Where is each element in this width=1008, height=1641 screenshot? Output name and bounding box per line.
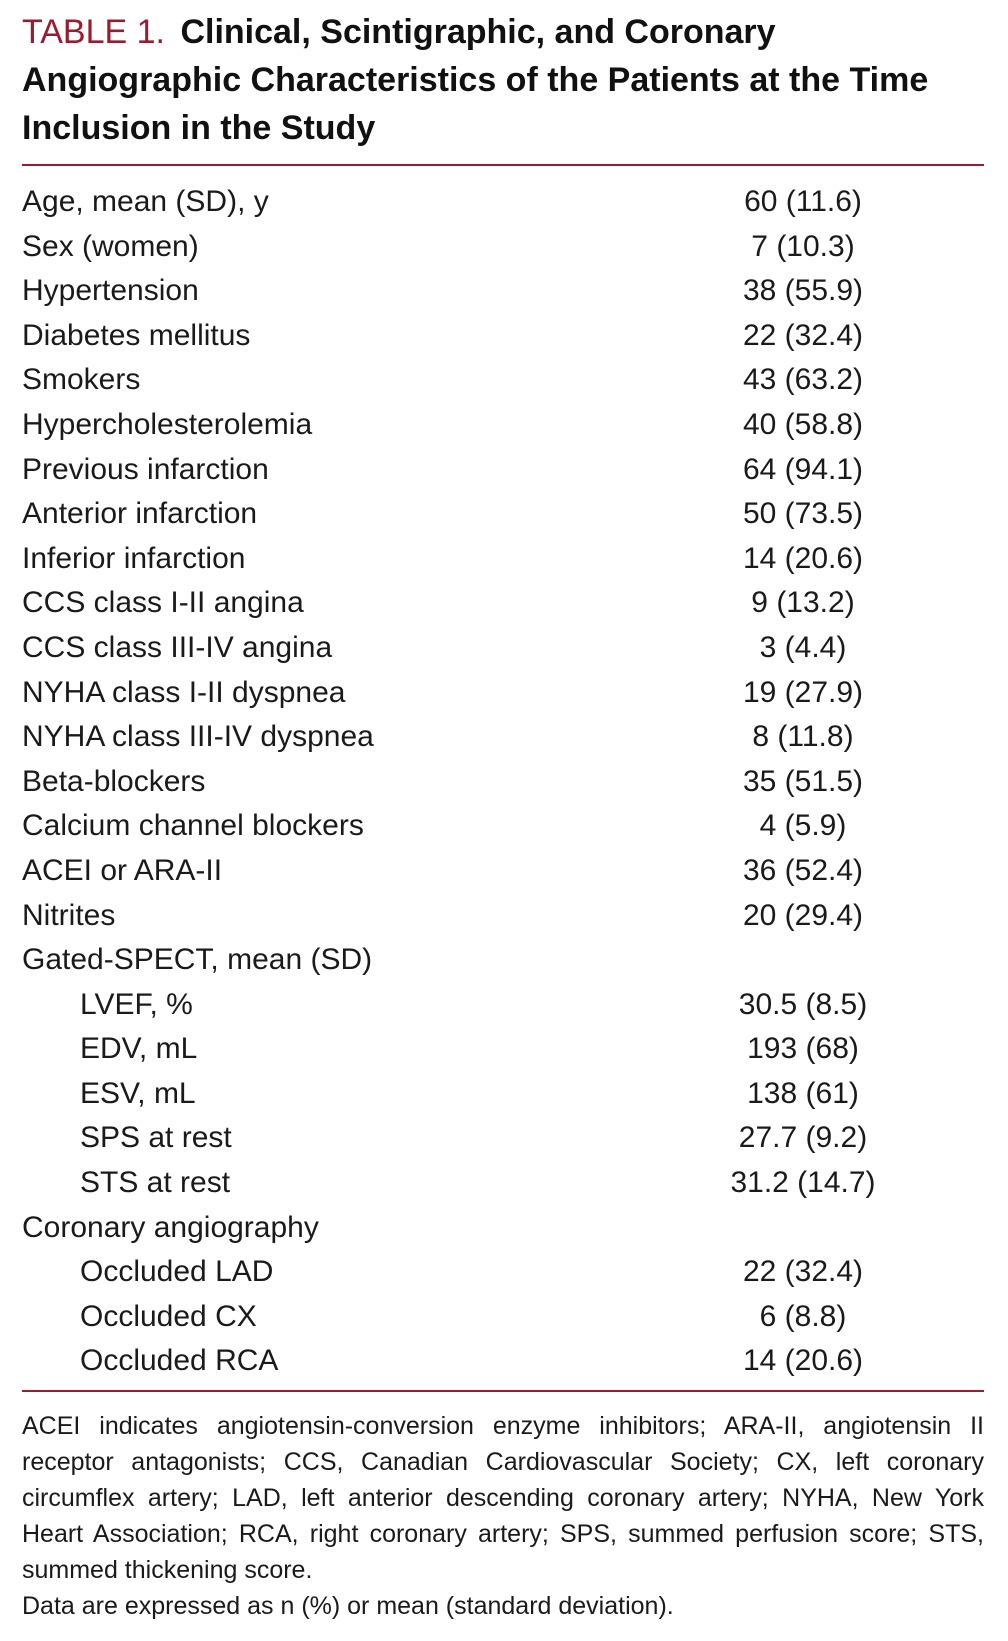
table-number: TABLE 1.	[22, 13, 165, 51]
row-label: NYHA class III-IV dyspnea	[22, 720, 374, 754]
row-label: ESV, mL	[80, 1076, 196, 1110]
table-row	[0, 715, 1008, 760]
table-row	[0, 1161, 1008, 1206]
table-row	[0, 225, 1008, 270]
row-label: Calcium channel blockers	[22, 809, 364, 843]
table-row	[0, 760, 1008, 805]
table-row	[0, 403, 1008, 448]
table-body	[0, 180, 1008, 1384]
table-row	[0, 358, 1008, 403]
row-value: 50 (73.5)	[742, 497, 864, 531]
section-label: Coronary angiography	[22, 1210, 319, 1244]
row-value: 43 (63.2)	[742, 363, 864, 397]
top-rule	[22, 164, 984, 166]
table-row	[0, 671, 1008, 716]
row-value: 19 (27.9)	[742, 675, 864, 709]
row-value: 4 (5.9)	[759, 809, 847, 843]
table-row	[0, 537, 1008, 582]
row-value: 30.5 (8.5)	[738, 987, 868, 1021]
section-label: Gated-SPECT, mean (SD)	[22, 943, 373, 977]
row-label: Smokers	[22, 363, 141, 397]
row-label: SPS at rest	[80, 1121, 232, 1155]
row-value: 6 (8.8)	[759, 1299, 847, 1333]
row-value: 193 (68)	[747, 1032, 859, 1066]
table-row	[0, 269, 1008, 314]
row-value: 14 (20.6)	[742, 541, 864, 575]
row-label: Beta-blockers	[22, 764, 206, 798]
bottom-rule	[22, 1390, 984, 1392]
table-row	[0, 1250, 1008, 1295]
row-label: Inferior infarction	[22, 541, 246, 575]
row-value: 60 (11.6)	[744, 185, 862, 218]
row-label: NYHA class I-II dyspnea	[22, 675, 346, 709]
row-value: 35 (51.5)	[742, 764, 864, 798]
row-value: 20 (29.4)	[742, 898, 864, 932]
table-row	[0, 1339, 1008, 1384]
row-label: Occluded RCA	[80, 1344, 279, 1378]
row-label: Diabetes mellitus	[22, 318, 251, 352]
row-label: ACEI or ARA-II	[22, 853, 223, 887]
table-row	[0, 894, 1008, 939]
table-row	[0, 983, 1008, 1028]
row-value: 8 (11.8)	[752, 720, 854, 754]
section-header-row	[0, 938, 1008, 983]
row-label: LVEF, %	[80, 987, 193, 1021]
row-label: Anterior infarction	[22, 497, 258, 531]
row-value: 138 (61)	[747, 1076, 859, 1110]
table-row	[0, 1027, 1008, 1072]
abbreviations-note: ACEI indicates angiotensin-conversion enzyme inhibitors; ARA-II, angiotensin II receptor antagonists; CCS, Canadian Cardiovascular Society; CX, left coronary circumflex artery; LAD, left anterior descending coronary artery; NYHA, New York Heart Association; RCA, right coronary artery; SPS, summed perfusion score; STS, summed thickening score.	[22, 1412, 984, 1584]
row-value: 38 (55.9)	[742, 274, 864, 308]
table-row	[0, 1116, 1008, 1161]
row-value: 22 (32.4)	[742, 318, 864, 352]
table-title	[22, 8, 982, 152]
row-label: STS at rest	[80, 1166, 231, 1200]
row-value: 27.7 (9.2)	[738, 1121, 868, 1155]
table-row	[0, 1072, 1008, 1117]
data-expression-note: Data are expressed as n (%) or mean (standard deviation).	[22, 1592, 674, 1620]
row-value: 22 (32.4)	[742, 1255, 864, 1289]
row-label: Age, mean (SD), y	[22, 185, 269, 218]
table-caption: Clinical, Scintigraphic, and Coronary Angiographic Characteristics of the Patients at the Time Inclusion in the Study	[22, 13, 929, 147]
table-row	[0, 314, 1008, 359]
row-label: CCS class I-II angina	[22, 586, 304, 620]
section-header-row	[0, 1206, 1008, 1251]
row-label: Nitrites	[22, 898, 116, 932]
table-row	[0, 849, 1008, 894]
row-value: 31.2 (14.7)	[730, 1166, 876, 1200]
row-value: 9 (13.2)	[751, 586, 855, 620]
row-value: 7 (10.3)	[751, 229, 855, 263]
table-row	[0, 492, 1008, 537]
row-value: 3 (4.4)	[759, 630, 847, 664]
row-label: CCS class III-IV angina	[22, 630, 333, 664]
row-value: 36 (52.4)	[742, 853, 864, 887]
table-row	[0, 1295, 1008, 1340]
row-value: 40 (58.8)	[742, 407, 864, 441]
row-label: Previous infarction	[22, 452, 269, 486]
row-label: Sex (women)	[22, 229, 199, 263]
row-label: Hypercholesterolemia	[22, 407, 313, 441]
table-row	[0, 448, 1008, 493]
row-label: Occluded LAD	[80, 1255, 274, 1289]
table-row	[0, 180, 1008, 225]
table-row	[0, 581, 1008, 626]
row-label: Hypertension	[22, 274, 199, 308]
row-value: 64 (94.1)	[742, 452, 864, 486]
table-row	[0, 626, 1008, 671]
row-value: 14 (20.6)	[742, 1344, 864, 1378]
table-footnote	[22, 1408, 984, 1624]
row-label: Occluded CX	[80, 1299, 257, 1333]
table-row	[0, 804, 1008, 849]
row-label: EDV, mL	[80, 1032, 198, 1066]
